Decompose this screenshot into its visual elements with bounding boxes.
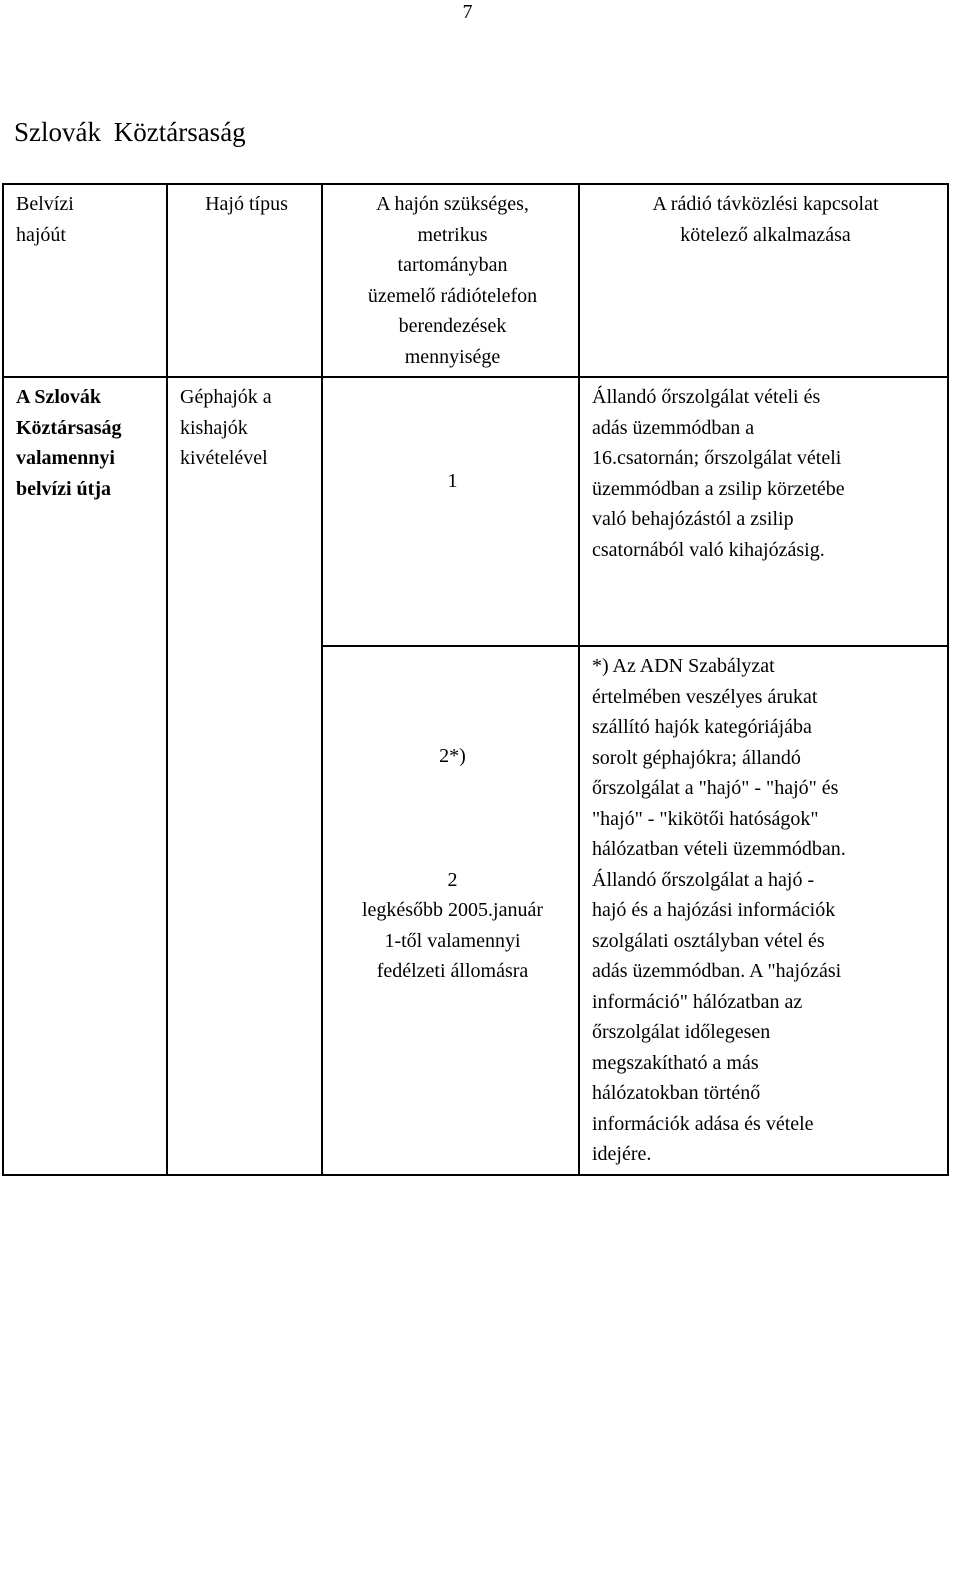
cell-usage-3: Állandó őrszolgálat a hajó - hajó és a hajózási információk szolgálati osztályban vétel és adás üzemmódban. A "hajózási információ" hálózatban az őrszolgálat időlegesen megszakítható a más hálózatokban történő információk adása és vétele idejére. (579, 865, 948, 1175)
cell-quantity-1: 1 (322, 377, 579, 646)
cell-waterway: A Szlovák Köztársaság valamennyi belvízi útja (3, 377, 167, 1175)
header-ship-type: Hajó típus (167, 184, 322, 377)
page-number: 7 (462, 1, 473, 23)
table-row (3, 377, 948, 646)
cell-quantity-2: 2*) (322, 646, 579, 865)
country-heading: Szlovák Köztársaság (14, 117, 246, 147)
cell-usage-2: *) Az ADN Szabályzat értelmében veszélyes árukat szállító hajók kategóriájába sorolt géphajókra; állandó őrszolgálat a "hajó" - "hajó" és "hajó" - "kikötői hatóságok" hálózatban vételi üzemmódban. (579, 646, 948, 865)
cell-usage-1: Állandó őrszolgálat vételi és adás üzemmódban a 16.csatornán; őrszolgálat vételi üzemmódban a zsilip körzetébe való behajózástól a zsilip csatornából való kihajózásig. (579, 377, 948, 646)
header-quantity: A hajón szükséges, metrikus tartományban üzemelő rádiótelefon berendezések mennyisége (322, 184, 579, 377)
cell-ship-type: Géphajók a kishajók kivételével (167, 377, 322, 1175)
radio-requirements-table (2, 183, 949, 1176)
table-header-row (3, 184, 948, 377)
header-waterway: Belvízi hajóút (3, 184, 167, 377)
header-usage: A rádió távközlési kapcsolat kötelező alkalmazása (579, 184, 948, 377)
cell-quantity-3: 2 legkésőbb 2005.január 1-től valamennyi fedélzeti állomásra (322, 865, 579, 1175)
